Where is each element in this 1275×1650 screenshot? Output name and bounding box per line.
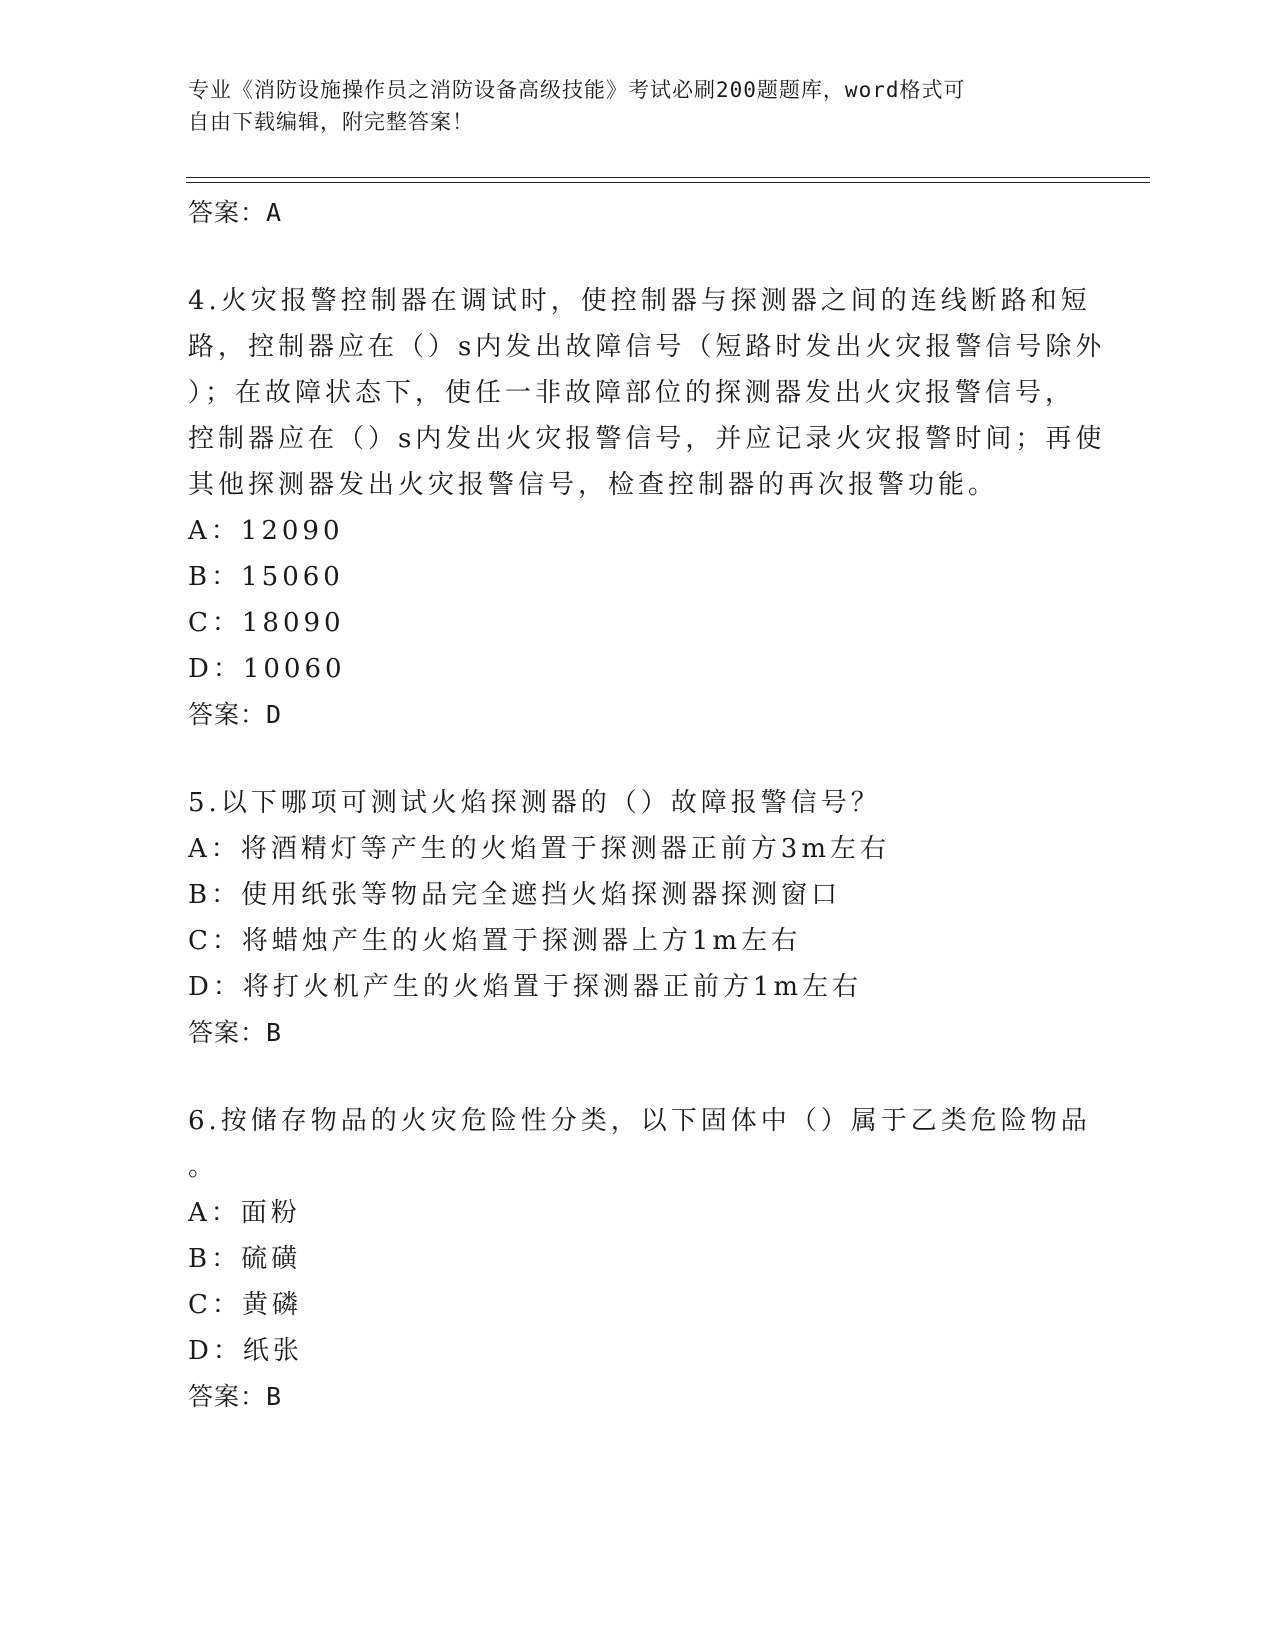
question-list bbox=[188, 190, 1106, 1420]
question-block bbox=[188, 1098, 1091, 1420]
option-d: D：10060 bbox=[188, 654, 346, 684]
option-c: C：将蜡烛产生的火焰置于探测器上方1m左右 bbox=[188, 926, 802, 956]
question-text-line: 路，控制器应在（）s内发出故障信号（短路时发出火灾报警信号除外 bbox=[188, 332, 1106, 362]
question-text-line: 。 bbox=[188, 1152, 219, 1182]
spacer bbox=[188, 236, 1088, 278]
option-b: B：硫磺 bbox=[188, 1244, 302, 1274]
answer-line: 答案：B bbox=[188, 1382, 283, 1411]
spacer bbox=[188, 738, 1088, 780]
question-block bbox=[188, 780, 1088, 1056]
header-line-1: 专业《消防设施操作员之消防设备高级技能》考试必刷200题题库，word格式可 bbox=[188, 78, 966, 102]
header-divider-top bbox=[186, 177, 1150, 178]
question-block bbox=[188, 278, 1106, 738]
option-a: A：12090 bbox=[188, 516, 344, 546]
previous-answer: 答案：A bbox=[188, 198, 283, 227]
question-text-line: 控制器应在（）s内发出火灾报警信号，并应记录火灾报警时间；再使 bbox=[188, 424, 1106, 454]
option-c: C：黄磷 bbox=[188, 1290, 302, 1320]
question-text-line: 4.火灾报警控制器在调试时，使控制器与探测器之间的连线断路和短 bbox=[188, 286, 1091, 316]
question-text-line: 6.按储存物品的火灾危险性分类，以下固体中（）属于乙类危险物品 bbox=[188, 1106, 1091, 1136]
option-a: A：将酒精灯等产生的火焰置于探测器正前方3m左右 bbox=[188, 834, 890, 864]
option-d: D：纸张 bbox=[188, 1336, 303, 1366]
option-c: C：18090 bbox=[188, 608, 345, 638]
spacer bbox=[188, 1056, 1088, 1098]
question-text-line: ）；在故障状态下，使任一非故障部位的探测器发出火灾报警信号， bbox=[188, 378, 1076, 408]
option-b: B：使用纸张等物品完全遮挡火焰探测器探测窗口 bbox=[188, 880, 842, 910]
document-header bbox=[188, 74, 1068, 138]
question-text-line: 其他探测器发出火灾报警信号，检查控制器的再次报警功能。 bbox=[188, 470, 999, 500]
option-a: A：面粉 bbox=[188, 1198, 301, 1228]
header-divider-bottom bbox=[186, 182, 1150, 183]
option-b: B：15060 bbox=[188, 562, 344, 592]
answer-line: 答案：B bbox=[188, 1018, 283, 1047]
question-text-line: 5.以下哪项可测试火焰探测器的（）故障报警信号？ bbox=[188, 788, 881, 818]
header-line-2: 自由下载编辑，附完整答案！ bbox=[188, 110, 474, 134]
answer-line: 答案：D bbox=[188, 700, 283, 729]
option-d: D：将打火机产生的火焰置于探测器正前方1m左右 bbox=[188, 972, 863, 1002]
